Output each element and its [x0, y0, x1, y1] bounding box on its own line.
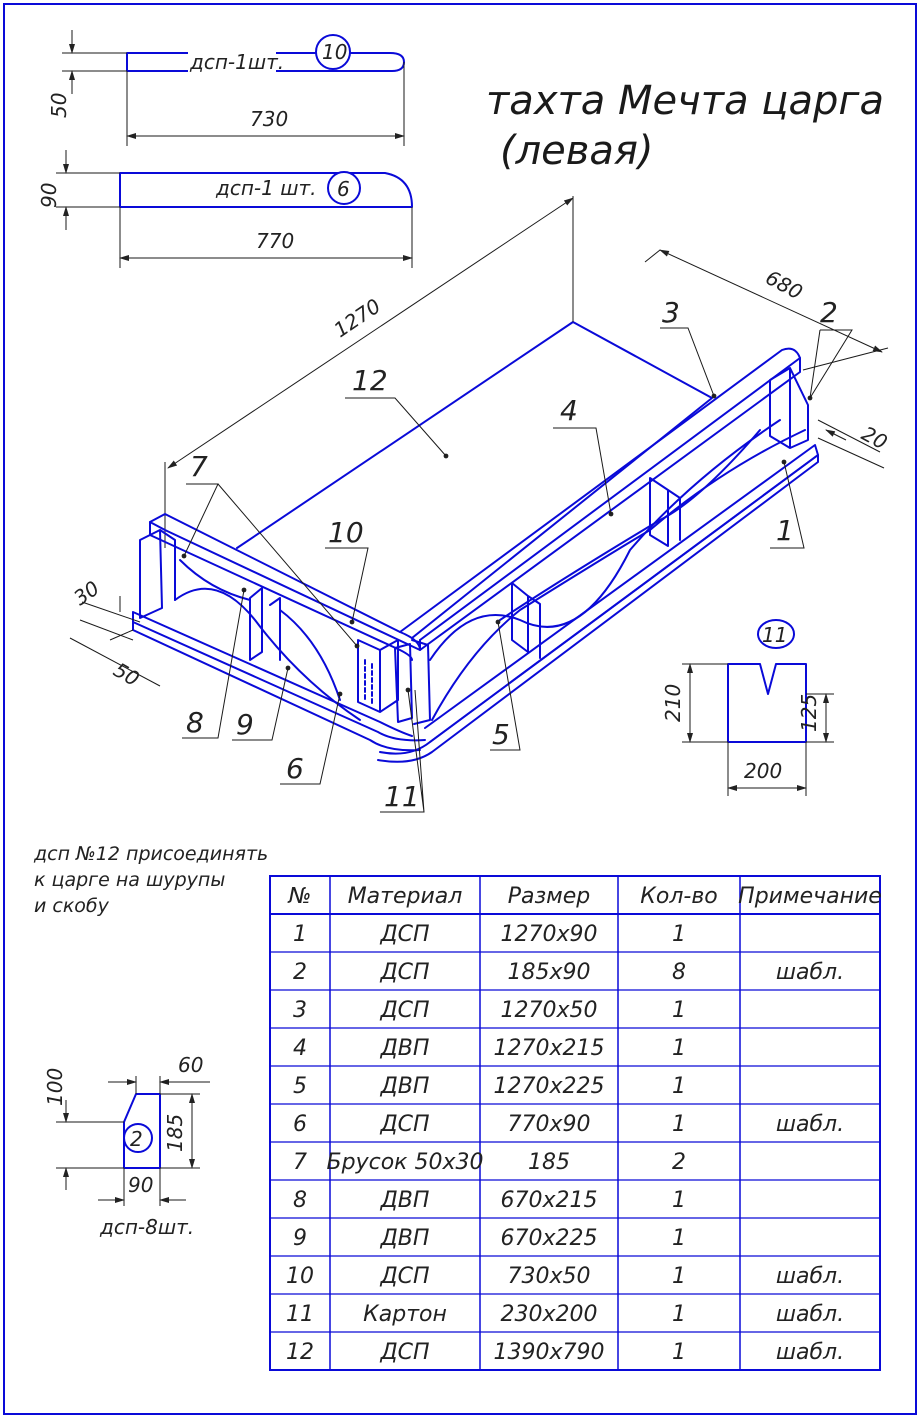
table-cell: ДСП [380, 1112, 430, 1137]
table-cell: 1270x215 [493, 1036, 605, 1061]
table-cell: 2 [672, 1150, 686, 1175]
callout-8: 8 [186, 706, 204, 739]
table-header-cell: Примечание [738, 884, 882, 909]
dim-width-680: 680 [761, 265, 807, 305]
title-line-1: тахта Мечта царга [486, 78, 884, 124]
part-6-label: дсп-1 шт. [216, 176, 317, 200]
table-cell: 10 [286, 1264, 314, 1289]
part-2-number: 2 [130, 1127, 143, 1151]
upright-long-end [770, 368, 808, 448]
table-cell: 12 [286, 1340, 314, 1365]
callout-5: 5 [492, 718, 510, 751]
table-cell: 1 [672, 1226, 686, 1251]
table-cell: 8 [672, 960, 686, 985]
table-cell: 670x225 [500, 1226, 598, 1251]
table-cell: 1 [293, 922, 307, 947]
part-11-notch: 125 [797, 693, 821, 732]
table-cell: ДВП [380, 1036, 430, 1061]
part-6-sketch [37, 150, 412, 268]
callout-12: 12 [352, 364, 388, 397]
part-2-sketch [43, 1053, 210, 1239]
callout-6: 6 [286, 752, 304, 785]
deck-panel [237, 322, 712, 638]
table-cell: Брусок 50x30 [326, 1150, 484, 1175]
table-header-cell: Кол-во [640, 884, 718, 909]
table-cell: шабл. [775, 1340, 845, 1365]
table-cell: 670x215 [500, 1188, 598, 1213]
table-cell: 5 [293, 1074, 307, 1099]
table-cell: 1270x50 [500, 998, 598, 1023]
table-cell: 730x50 [507, 1264, 591, 1289]
part-6-length: 770 [256, 229, 295, 253]
title-line-2: (левая) [500, 128, 654, 174]
table-cell: 1 [672, 998, 686, 1023]
note-line-3: и скобу [34, 895, 109, 917]
table-cell: ДСП [380, 922, 430, 947]
part-10-number: 10 [322, 40, 348, 64]
table-cell: 185 [528, 1150, 570, 1175]
table-cell: шабл. [775, 1112, 845, 1137]
dim-30: 30 [69, 575, 104, 611]
sheet-frame [4, 4, 916, 1414]
callout-7: 7 [190, 450, 208, 483]
part-2-inner: 185 [163, 1113, 187, 1152]
part-11-height: 210 [661, 683, 685, 722]
table-cell: 4 [293, 1036, 307, 1061]
part-11-sketch [661, 620, 834, 796]
callout-11: 11 [384, 780, 420, 813]
table-cell: 1270x225 [493, 1074, 605, 1099]
table-cell: 1 [672, 1188, 686, 1213]
table-cell: 1 [672, 1074, 686, 1099]
table-cell: шабл. [775, 960, 845, 985]
upright-short-2 [270, 598, 280, 660]
table-cell: 3 [293, 998, 307, 1023]
table-cell: шабл. [775, 1302, 845, 1327]
part-6-height: 90 [37, 182, 61, 208]
callout-10: 10 [328, 516, 364, 549]
table-cell: 2 [293, 960, 307, 985]
upright-short-1 [250, 588, 262, 660]
part-10-height: 50 [47, 92, 71, 118]
part-10-label: дсп-1шт. [190, 50, 285, 74]
part-10-sketch [47, 30, 404, 146]
table-cell: 1390x790 [493, 1340, 605, 1365]
part-2-top: 60 [178, 1053, 204, 1077]
table-cell: 9 [293, 1226, 307, 1251]
callout-3: 3 [662, 296, 680, 329]
part-2-height: 100 [43, 1067, 67, 1106]
table-cell: 6 [293, 1112, 307, 1137]
part-11-number: 11 [762, 623, 788, 647]
assembly-note [33, 843, 268, 917]
dim-50: 50 [109, 657, 144, 692]
table-cell: 1 [672, 1340, 686, 1365]
table-cell: Картон [363, 1302, 447, 1327]
table-cell: 11 [286, 1302, 314, 1327]
table-cell: 1 [672, 1036, 686, 1061]
part-2-label: дсп-8шт. [100, 1215, 195, 1239]
table-cell: 1 [672, 1302, 686, 1327]
callout-1: 1 [776, 514, 794, 547]
table-cell: ДВП [380, 1074, 430, 1099]
long-panel-mid-curve [500, 430, 760, 620]
table-header-cell: Материал [347, 884, 463, 909]
table-cell: ДСП [380, 1340, 430, 1365]
callout-9: 9 [236, 708, 254, 741]
table-cell: ДСП [380, 960, 430, 985]
table-cell: 1270x90 [500, 922, 598, 947]
table-cell: ДВП [380, 1188, 430, 1213]
table-cell: 230x200 [500, 1302, 598, 1327]
drawing-title [486, 78, 884, 174]
long-base-board [378, 455, 818, 762]
note-line-2: к царге на шурупы [34, 869, 226, 891]
table-cell: 1 [672, 1264, 686, 1289]
parts-table [270, 876, 882, 1370]
table-cell: ДСП [380, 998, 430, 1023]
note-line-1: дсп №12 присоединять [34, 843, 269, 865]
assembly-isometric [69, 196, 891, 813]
table-cell: ДСП [380, 1264, 430, 1289]
table-cell: шабл. [775, 1264, 845, 1289]
table-cell: ДВП [380, 1226, 430, 1251]
table-cell: 8 [293, 1188, 307, 1213]
short-panel-curve-mid [280, 610, 340, 700]
part-6-number: 6 [337, 177, 350, 201]
long-top-rail-2 [420, 358, 800, 650]
table-cell: 1 [672, 922, 686, 947]
table-header-cell: № [288, 884, 312, 909]
table-cell: 770x90 [507, 1112, 591, 1137]
table-cell: 7 [293, 1150, 307, 1175]
dim-20: 20 [857, 421, 892, 455]
part-11-outline [728, 664, 806, 742]
long-panel-upper-curve [430, 420, 780, 660]
table-cell: 1 [672, 1112, 686, 1137]
table-header-cell: Размер [507, 884, 591, 909]
table-cell: 185x90 [507, 960, 591, 985]
corner-bar-2 [412, 640, 430, 724]
callout-2: 2 [820, 296, 838, 329]
callout-4: 4 [560, 394, 578, 427]
part-10-length: 730 [250, 107, 289, 131]
part-11-width: 200 [744, 759, 783, 783]
short-top-rail [150, 514, 420, 650]
dim-length-1270: 1270 [329, 293, 385, 343]
part-2-width: 90 [128, 1173, 154, 1197]
